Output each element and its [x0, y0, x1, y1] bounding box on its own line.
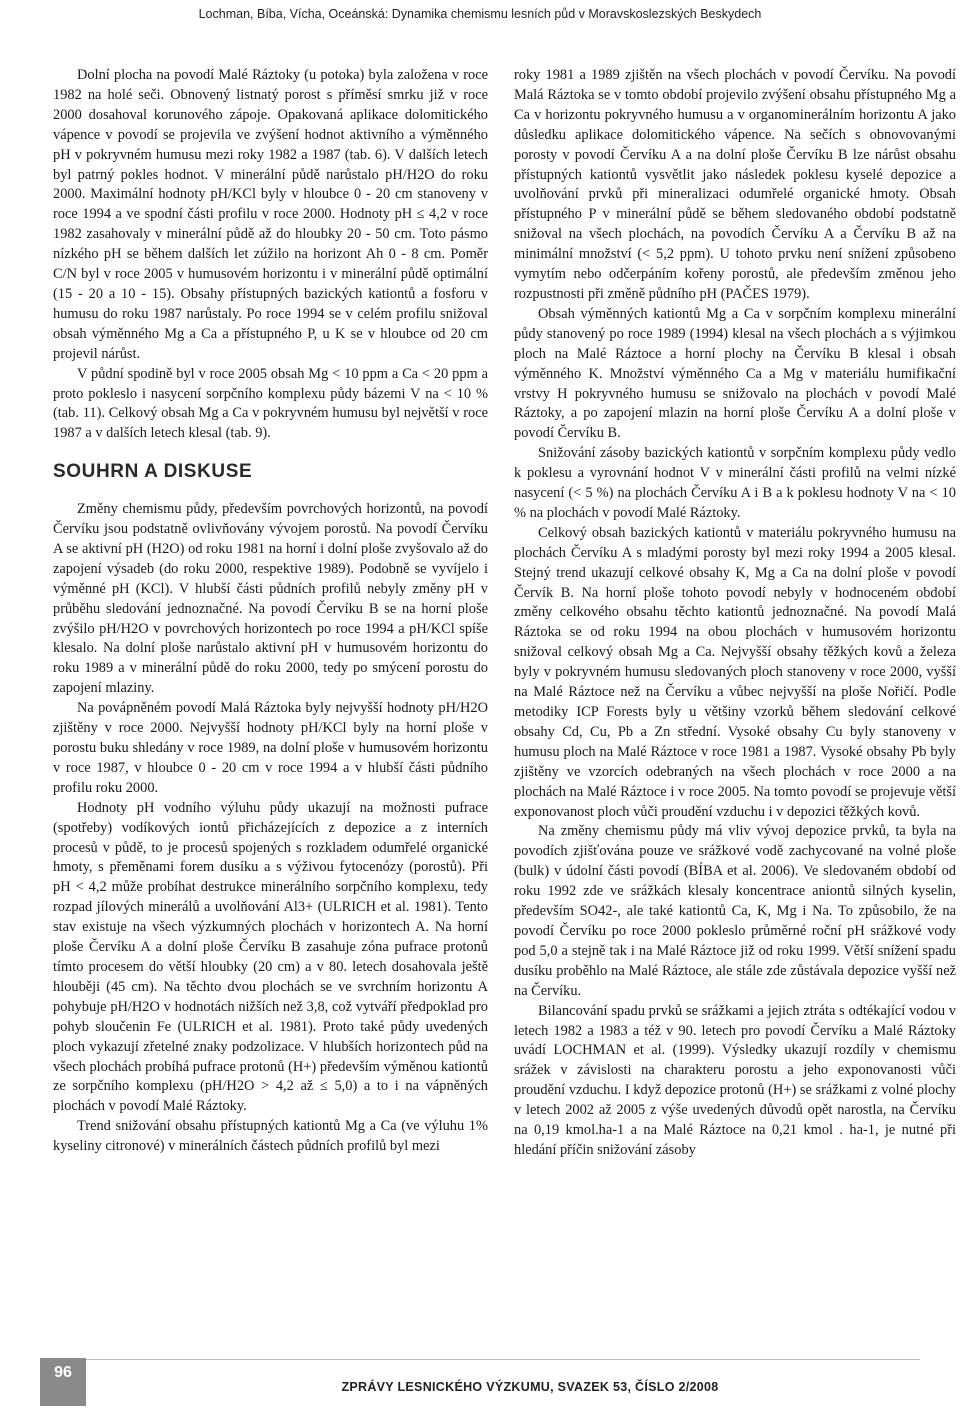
left-paragraph-5: Hodnoty pH vodního výluhu půdy ukazují na možnosti pufrace (spotřeby) vodíkových iontů přicházejících z depozice a z interních procesů v půdě, to je procesů spojených s rozkladem odumřelé organické hmoty, s přeměnami forem dusíku a s výživou fytocenózy (porostů). Při pH < 4,2 může probíhat destrukce minerálního sorpčního komplexu, tedy rozpad jílových minerálů a uvolňování Al3+ (ULRICH et al. 1981). Tento stav existuje na všech výzkumných plochách v horizontech A. Na horní ploše Červíku A a dolní ploše Červíku B zasahuje zóna pufrace protonů tímto procesem do větší hloubky (20 cm) a v 80. letech dosahovala ještě hlouběji (45 cm). Na těchto dvou plochách se ve svrchním horizontu A pohybuje pH/H2O v hodnotách nižších než 3,8, což vytváří předpoklad pro pohyb sloučenin Fe (ULRICH et al. 1981). Proto také půdy uvedených ploch vykazují zřetelné znaky podzolizace. V hlubších horizontech půd na všech plochách probíhá pufrace protonů (H+) především výměnou kationtů ze sorpčního komplexu (pH/H2O > 4,2 až ≤ 5,0) a to i na vápněných plochách v povodí Malé Ráztoky.: [53, 799, 488, 1115]
left-paragraph-4: Na povápněném povodí Malá Ráztoka byly nejvyšší hodnoty pH/H2O zjištěny v roce 2000. Nejvyšší hodnoty pH/KCl byly na horní ploše v porostu buku shledány v roce 1989, na dolní ploše v humusovém horizontu v roce 1987, v hloubce 0 - 20 cm v roce 1994 a v hlubší části půdního profilu roku 2000.: [53, 700, 488, 796]
running-head: Lochman, Bíba, Vícha, Oceánská: Dynamika chemismu lesních půd v Moravskoslezských Beskydech: [198, 7, 762, 21]
right-paragraph-6: Bilancování spadu prvků se srážkami a jejich ztráta s odtékající vodou v letech 1982 a 1983 a též v 90. letech pro povodí Červíku a Malé Ráztoky uvádí LOCHMAN et al. (1999). Výsledky ukazují rozdíly v chemismu srážek v závislosti na charakteru porostu a jeho exponovanosti vůči proudění vzduchu. I když depozice protonů (H+) se srážkami z volné plochy v letech 2002 až 2005 z výše uvedených důvodů opět narostla, na Červíku na 0,19 kmol.ha-1 a na Malé Ráztoce na 0,21 kmol . ha-1, je nutné při hledání příčin snižování zásoby: [514, 1002, 956, 1158]
left-paragraph-2: V půdní spodině byl v roce 2005 obsah Mg < 10 ppm a Ca < 20 ppm a proto pokleslo i nasycení sorpčního komplexu půdy bázemi V na < 10 % (tab. 11). Celkový obsah Mg a Ca v pokryvném humusu byl největší v roce 1987 a v dalších letech klesal (tab. 9).: [53, 365, 488, 442]
left-paragraph-6: Trend snižování obsahu přístupných kationtů Mg a Ca (ve výluhu 1% kyseliny citronové) v minerálních částech půdních profilů byl mezi: [53, 1118, 488, 1155]
page-number: 96: [40, 1358, 86, 1406]
left-column: [53, 66, 488, 1157]
right-paragraph-5: Na změny chemismu půdy má vliv vývoj depozice prvků, ta byla na povodích zjišťována pouze ve srážkové vodě zachycované na volné ploše (bulk) v údolní části povodí (BÍBA et al. 2006). Ve sledovaném období od roku 1992 zde ve srážkách klesaly koncentrace aniontů silných kyselin, především SO42-, ale také kationtů Ca, K, Mg i Na. To způsobilo, že na povodí Červíku po roce 2000 pokleslo průměrné roční pH srážkové vody pod 5,0 a stejně tak i na Malé Ráztoce již od roku 1999. Větší snížení spadu dusíku proběhlo na Malé Ráztoce, ale stále zde zůstávala depozice vyšší než na Červíku.: [514, 823, 956, 999]
right-paragraph-4: Celkový obsah bazických kationtů v materiálu pokryvného humusu na plochách Červíku A s mladými porosty byl mezi roky 1994 a 2005 klesal. Stejný trend ukazují celkové obsahy K, Mg a Ca na dolní ploše v povodí Červík B. Na horní ploše tohoto povodí nebyly v hodnoceném období změny celkového obsahu těchto kationtů jednoznačné. Na povodí Malá Ráztoka se od roku 1994 na obou plochách v humusovém horizontu snižoval celkový obsah Mg a Ca. Nejvyšší obsahy těžkých kovů a železa byly v pokryvném humusu sledovaných ploch stanoveny v roce 2000, vyšší na Malé Ráztoce než na Červíku a vůbec nejvyšší na ploše Nořičí. Podle metodiky ICP Forests byly u většiny vzorků během sledování celkové obsahy Cd, Cu, Pb a Zn střední. Vysoké obsahy Cu byly stanoveny v humusu ploch na Malé Ráztoce v roce 1981 a 1987. Vysoké obsahy Pb byly zjištěny ve vzorcích odebraných na všech plochách v roce 2000 a na plochách na Malé Ráztoce i v roce 2005. Na tomto povodí se projevuje větší exponovanost ploch vůči proudění vzduchu i v depozici těžkých kovů.: [514, 524, 956, 820]
footer-rule: [40, 1359, 920, 1360]
right-paragraph-3: Snižování zásoby bazických kationtů v sorpčním komplexu půdy vedlo k poklesu a vyrovnání hodnot V v minerální části profilů na velmi nízké nasycení (< 5 %) na plochách Červíku A i B a k poklesu hodnoty V na < 10 % na plochách v povodí Malé Ráztoky.: [514, 445, 956, 521]
right-column: [514, 66, 956, 1161]
left-paragraph-1: Dolní plocha na povodí Malé Ráztoky (u potoka) byla založena v roce 1982 na holé seči. Obnovený listnatý porost s příměsí smrku již v roce 2000 dosahoval korunového zápoje. Opakovaná aplikace dolomitického vápence v povodí se projevila ve zvýšení hodnot aktivního a výměnného pH v pokryvném humusu mezi roky 1982 a 1987 (tab. 6). V dalších letech byl patrný pokles hodnot. V minerální půdě narůstalo pH/H2O do roku 2000. Maximální hodnoty pH/KCl byly v hloubce 0 - 20 cm stanoveny v roce 1994 a ve spodní části profilu v roce 2000. Hodnoty pH ≤ 4,2 v roce 1982 zasahovaly v minerální půdě až do hloubky 20 - 50 cm. Toto pásmo nízkého pH se během dalších let zúžilo na horizont Ah 0 - 8 cm. Poměr C/N byl v roce 2005 v humusovém horizontu i v minerální půdě optimální (15 - 20 a 10 - 15). Obsahy přístupných bazických kationtů a fosforu v humusu do roku 1987 narůstaly. Po roce 1994 se v celém profilu snižoval obsah výměnného Mg a Ca a přístupného P, u K se v hloubce od 20 cm projevil nárůst.: [53, 67, 488, 362]
right-paragraph-2: Obsah výměnných kationtů Mg a Ca v sorpčním komplexu minerální půdy stanovený po roce 1989 (1994) klesal na všech plochách a s výjimkou ploch na Malé Ráztoce a horní plochy na Červíku B klesal i obsah výměnného K. Množství výměnného Ca a Mg v materiálu humifikační vrstvy H pokryvného humusu se snižovalo na plochách v povodí Malé Ráztoky, a po zapojení mlazin na horní ploše Červíku A a dolní ploše v povodí Červíku B.: [514, 305, 956, 442]
right-paragraph-1: roky 1981 a 1989 zjištěn na všech plochách v povodí Červíku. Na povodí Malá Ráztoka se v tomto období projevilo zvýšení obsahu přístupného Mg a Ca v horizontu pokryvného humusu a v organominerálním horizontu A jako důsledku aplikace dolomitického vápence. Na sečích s obnovovanými porosty v povodí Červíku A a na dolní ploše Červíku B lze nárůst obsahu přístupných kationtů vysvětlit jako následek poklesu kyselé depozice a uvolňování prvků při mineralizaci odumřelé organické hmoty. Obsah přístupného P v minerální půdě se během sledovaného období podstatně snižoval na všech plochách, na povodích Červíku A a Červíku B až na minimální množství (< 5,2 ppm). U tohoto prvku není snížení způsobeno vymytím nebo odčerpáním kořeny porostů, ale především změnou jeho rozpustnosti při změně půdního pH (PAČES 1979).: [514, 67, 956, 302]
section-heading: SOUHRN A DISKUSE: [53, 461, 253, 483]
left-paragraph-3: Změny chemismu půdy, především povrchových horizontů, na povodí Červíku jsou podstatně ovlivňovány vývojem porostů. Na povodí Červíku A se aktivní pH (H2O) od roku 1981 na horní i dolní ploše zvyšovalo až do zapojení výsadeb (do roku 2000, respektive 1989). Podobně se vyvíjelo i výměnné pH (KCl). V hlubší části půdních profilů nebyly změny pH v průběhu sledování jednoznačné. Na povodí Červíku B se na horní ploše zvýšilo pH/H2O v povrchových horizontech po roce 1994 a pH/KCl spíše klesalo. Na dolní ploše narůstalo aktivní pH v humusovém horizontu do roku 1989 a v minerální půdě do roku 2000, tedy po smýcení porostu do zapojení mlaziny.: [53, 501, 488, 697]
journal-footer: ZPRÁVY LESNICKÉHO VÝZKUMU, SVAZEK 53, ČÍSLO 2/2008: [341, 1380, 719, 1394]
